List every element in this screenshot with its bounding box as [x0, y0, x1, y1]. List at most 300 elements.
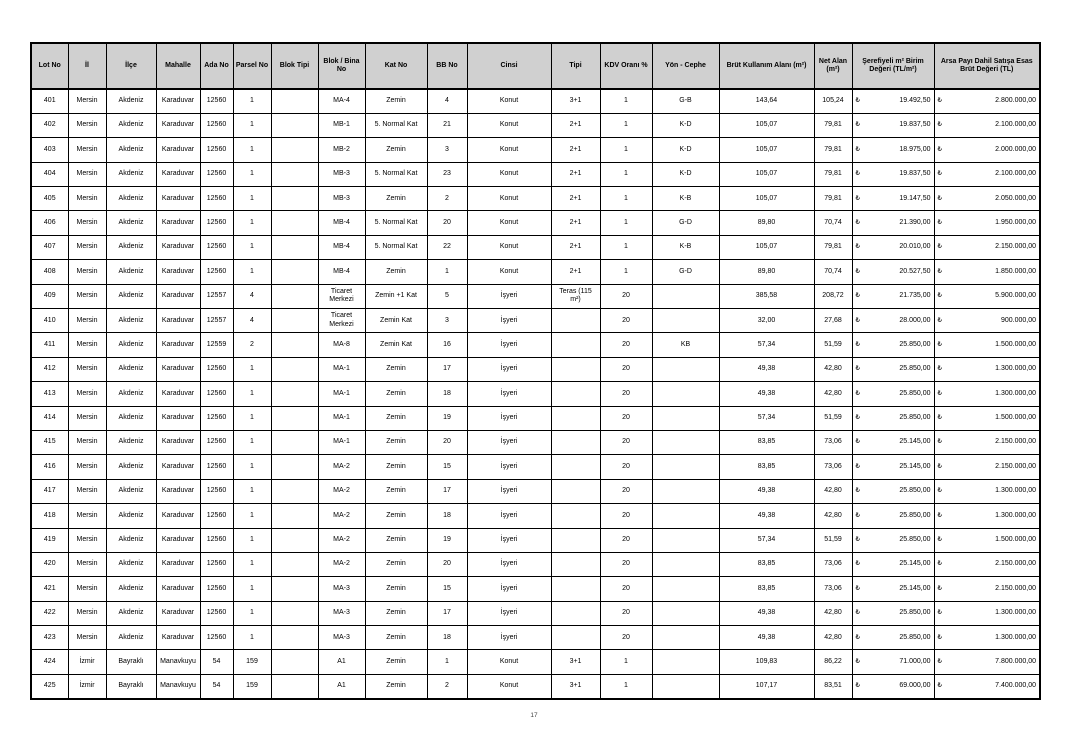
currency-symbol: ₺ — [855, 97, 860, 105]
currency-value: 1.300.000,00 — [995, 365, 1036, 373]
table-cell: Zemin — [365, 674, 427, 698]
table-cell: Mersin — [68, 309, 106, 333]
table-cell: Akdeniz — [106, 187, 156, 211]
table-cell: 208,72 — [814, 284, 852, 308]
table-cell: 79,81 — [814, 162, 852, 186]
table-cell: 49,38 — [719, 626, 814, 650]
currency-value: 1.300.000,00 — [995, 511, 1036, 519]
table-cell: MB-4 — [318, 235, 365, 259]
currency-value: 2.150.000,00 — [995, 584, 1036, 592]
table-cell: Teras (115 m²) — [551, 284, 600, 308]
table-cell: 19 — [427, 406, 467, 430]
table-cell — [934, 284, 1040, 308]
currency-symbol: ₺ — [937, 657, 942, 665]
currency-value: 19.492,50 — [899, 97, 931, 105]
table-cell: Zemin — [365, 406, 427, 430]
table-cell: Akdeniz — [106, 357, 156, 381]
currency-symbol: ₺ — [855, 389, 860, 397]
table-cell: G-D — [652, 211, 719, 235]
currency-cell — [938, 292, 1037, 300]
table-cell: Konut — [467, 113, 551, 137]
table-cell: İzmir — [68, 674, 106, 698]
currency-value: 20.527,50 — [899, 267, 931, 275]
table-cell: MA-1 — [318, 406, 365, 430]
table-cell: Zemin — [365, 528, 427, 552]
table-row — [31, 113, 1040, 137]
table-cell — [934, 455, 1040, 479]
table-cell — [852, 284, 934, 308]
table-cell: 1 — [233, 138, 271, 162]
currency-symbol: ₺ — [937, 340, 942, 348]
column-header: KDV Oranı % — [600, 43, 652, 89]
table-cell: 410 — [31, 309, 68, 333]
table-cell: 5. Normal Kat — [365, 235, 427, 259]
table-cell: 19 — [427, 528, 467, 552]
table-cell — [934, 601, 1040, 625]
table-cell: 407 — [31, 235, 68, 259]
table-cell: Konut — [467, 260, 551, 284]
table-cell: Akdeniz — [106, 577, 156, 601]
table-cell: 1 — [600, 138, 652, 162]
table-row — [31, 626, 1040, 650]
table-cell: 5. Normal Kat — [365, 211, 427, 235]
table-cell: Zemin — [365, 430, 427, 454]
table-cell — [934, 650, 1040, 674]
table-cell — [551, 552, 600, 576]
currency-cell — [938, 170, 1037, 178]
table-cell — [271, 601, 318, 625]
currency-symbol: ₺ — [855, 414, 860, 422]
table-cell: 57,34 — [719, 528, 814, 552]
table-cell: MB-3 — [318, 162, 365, 186]
table-cell: 416 — [31, 455, 68, 479]
table-cell — [852, 674, 934, 698]
currency-cell — [856, 512, 931, 520]
page-number: 17 — [530, 712, 538, 719]
table-cell: 1 — [600, 89, 652, 113]
table-cell — [934, 357, 1040, 381]
table-cell: G-D — [652, 260, 719, 284]
table-row — [31, 552, 1040, 576]
table-cell: 413 — [31, 382, 68, 406]
table-cell: 3 — [427, 309, 467, 333]
table-cell: 105,07 — [719, 187, 814, 211]
currency-value: 20.010,00 — [899, 243, 931, 251]
table-cell: 412 — [31, 357, 68, 381]
table-cell: 1 — [233, 577, 271, 601]
table-row — [31, 211, 1040, 235]
table-cell: 4 — [233, 284, 271, 308]
table-cell: MA-1 — [318, 357, 365, 381]
currency-value: 2.150.000,00 — [995, 462, 1036, 470]
table-cell: Akdeniz — [106, 138, 156, 162]
table-cell: 12560 — [200, 113, 233, 137]
table-cell: 12560 — [200, 357, 233, 381]
currency-symbol: ₺ — [937, 536, 942, 544]
currency-cell — [938, 317, 1037, 325]
table-cell: 105,07 — [719, 138, 814, 162]
table-cell: İşyeri — [467, 309, 551, 333]
table-cell — [852, 552, 934, 576]
table-cell: 12557 — [200, 309, 233, 333]
table-cell: Mersin — [68, 455, 106, 479]
currency-cell — [938, 414, 1037, 422]
table-cell — [852, 430, 934, 454]
table-cell: 1 — [233, 211, 271, 235]
currency-value: 2.150.000,00 — [995, 560, 1036, 568]
table-cell: 1 — [600, 187, 652, 211]
currency-cell — [856, 121, 931, 129]
currency-symbol: ₺ — [855, 487, 860, 495]
table-cell: 385,58 — [719, 284, 814, 308]
table-cell — [852, 162, 934, 186]
table-cell: 49,38 — [719, 357, 814, 381]
table-cell: Zemin — [365, 577, 427, 601]
table-cell: Akdeniz — [106, 479, 156, 503]
table-cell: 22 — [427, 235, 467, 259]
table-cell: 20 — [600, 601, 652, 625]
table-cell: Konut — [467, 235, 551, 259]
table-cell: Mersin — [68, 528, 106, 552]
table-cell — [271, 552, 318, 576]
table-cell: 54 — [200, 674, 233, 698]
table-cell: MA-3 — [318, 601, 365, 625]
table-cell: Zemin +1 Kat — [365, 284, 427, 308]
currency-symbol: ₺ — [855, 243, 860, 251]
currency-symbol: ₺ — [855, 121, 860, 129]
table-cell: Mersin — [68, 552, 106, 576]
table-cell: 1 — [233, 552, 271, 576]
table-row — [31, 162, 1040, 186]
table-cell: Karaduvar — [156, 552, 200, 576]
column-header: Şerefiyeli m² Birim Değeri (TL/m²) — [852, 43, 934, 89]
table-cell: 27,68 — [814, 309, 852, 333]
table-cell: Konut — [467, 138, 551, 162]
currency-value: 7.800.000,00 — [995, 657, 1036, 665]
table-cell: 79,81 — [814, 235, 852, 259]
table-cell: 23 — [427, 162, 467, 186]
table-cell: İşyeri — [467, 528, 551, 552]
table-cell — [852, 113, 934, 137]
table-cell: Zemin Kat — [365, 333, 427, 357]
table-row — [31, 187, 1040, 211]
table-cell — [934, 552, 1040, 576]
table-cell — [852, 333, 934, 357]
table-cell: 1 — [427, 650, 467, 674]
currency-symbol: ₺ — [937, 145, 942, 153]
table-row — [31, 430, 1040, 454]
column-header: İl — [68, 43, 106, 89]
table-cell: 73,06 — [814, 455, 852, 479]
table-cell: 417 — [31, 479, 68, 503]
table-cell: 411 — [31, 333, 68, 357]
column-header: Cinsi — [467, 43, 551, 89]
table-cell: 16 — [427, 333, 467, 357]
table-cell — [934, 406, 1040, 430]
table-cell: Karaduvar — [156, 187, 200, 211]
table-cell — [652, 382, 719, 406]
table-cell — [271, 89, 318, 113]
table-cell: Akdeniz — [106, 455, 156, 479]
table-cell — [551, 601, 600, 625]
table-cell: 2+1 — [551, 113, 600, 137]
currency-value: 25.850,00 — [899, 414, 931, 422]
table-cell: 401 — [31, 89, 68, 113]
table-cell: Zemin — [365, 382, 427, 406]
table-cell: 12560 — [200, 430, 233, 454]
table-cell: 54 — [200, 650, 233, 674]
table-cell: MA-1 — [318, 382, 365, 406]
table-cell: K-D — [652, 162, 719, 186]
table-cell — [852, 211, 934, 235]
table-cell: Zemin — [365, 626, 427, 650]
table-cell: Zemin — [365, 504, 427, 528]
currency-value: 18.975,00 — [899, 145, 931, 153]
table-cell: İşyeri — [467, 333, 551, 357]
table-cell — [271, 187, 318, 211]
currency-value: 25.145,00 — [899, 560, 931, 568]
table-cell — [551, 357, 600, 381]
table-cell: 402 — [31, 113, 68, 137]
table-cell — [271, 626, 318, 650]
table-cell: 105,07 — [719, 235, 814, 259]
table-cell — [852, 138, 934, 162]
table-cell: 4 — [427, 89, 467, 113]
table-cell: Karaduvar — [156, 357, 200, 381]
currency-value: 1.950.000,00 — [995, 218, 1036, 226]
table-row — [31, 528, 1040, 552]
table-row — [31, 357, 1040, 381]
table-cell: 83,85 — [719, 430, 814, 454]
currency-symbol: ₺ — [855, 657, 860, 665]
table-cell: 83,85 — [719, 455, 814, 479]
table-cell: 20 — [600, 333, 652, 357]
table-cell: K-B — [652, 235, 719, 259]
currency-symbol: ₺ — [855, 365, 860, 373]
table-cell: Konut — [467, 674, 551, 698]
table-cell — [271, 235, 318, 259]
table-row — [31, 309, 1040, 333]
currency-value: 2.150.000,00 — [995, 438, 1036, 446]
table-cell: Karaduvar — [156, 113, 200, 137]
currency-value: 900.000,00 — [1000, 316, 1036, 324]
currency-cell — [856, 682, 931, 690]
currency-value: 25.850,00 — [899, 536, 931, 544]
table-cell: İşyeri — [467, 284, 551, 308]
table-cell: 20 — [600, 357, 652, 381]
table-cell: 20 — [600, 626, 652, 650]
table-cell: 70,74 — [814, 260, 852, 284]
table-cell: 42,80 — [814, 479, 852, 503]
table-cell — [852, 260, 934, 284]
table-cell: 424 — [31, 650, 68, 674]
currency-cell — [938, 609, 1037, 617]
table-cell: 3+1 — [551, 674, 600, 698]
currency-cell — [938, 536, 1037, 544]
table-cell: K-D — [652, 138, 719, 162]
table-cell: MA-4 — [318, 89, 365, 113]
currency-cell — [856, 560, 931, 568]
currency-symbol: ₺ — [937, 243, 942, 251]
table-cell: Akdeniz — [106, 382, 156, 406]
table-cell: Zemin — [365, 357, 427, 381]
table-cell: 51,59 — [814, 528, 852, 552]
table-cell — [852, 577, 934, 601]
table-cell: Mersin — [68, 382, 106, 406]
table-cell: 1 — [233, 357, 271, 381]
table-cell: İşyeri — [467, 626, 551, 650]
table-cell — [934, 504, 1040, 528]
table-cell: 42,80 — [814, 601, 852, 625]
currency-symbol: ₺ — [937, 365, 942, 373]
currency-cell — [856, 97, 931, 105]
table-cell: Akdeniz — [106, 626, 156, 650]
currency-cell — [856, 146, 931, 154]
table-cell: Akdeniz — [106, 333, 156, 357]
table-cell — [652, 674, 719, 698]
table-cell: Karaduvar — [156, 577, 200, 601]
table-cell: Konut — [467, 187, 551, 211]
table-cell: Akdeniz — [106, 235, 156, 259]
currency-value: 25.850,00 — [899, 340, 931, 348]
currency-cell — [856, 292, 931, 300]
currency-symbol: ₺ — [937, 560, 942, 568]
table-cell — [852, 601, 934, 625]
table-cell: 73,06 — [814, 577, 852, 601]
column-header: Yön - Cephe — [652, 43, 719, 89]
table-cell: 89,80 — [719, 260, 814, 284]
table-cell: 1 — [233, 601, 271, 625]
table-cell — [852, 187, 934, 211]
table-cell: Karaduvar — [156, 333, 200, 357]
table-cell: 42,80 — [814, 504, 852, 528]
currency-cell — [938, 195, 1037, 203]
currency-cell — [856, 195, 931, 203]
table-cell: 83,85 — [719, 577, 814, 601]
currency-value: 25.850,00 — [899, 365, 931, 373]
currency-symbol: ₺ — [855, 536, 860, 544]
table-cell: İşyeri — [467, 504, 551, 528]
table-row — [31, 601, 1040, 625]
table-cell — [934, 333, 1040, 357]
table-cell — [934, 528, 1040, 552]
currency-cell — [856, 341, 931, 349]
table-cell: 73,06 — [814, 552, 852, 576]
table-cell: Bayraklı — [106, 674, 156, 698]
table-cell — [652, 430, 719, 454]
currency-symbol: ₺ — [855, 438, 860, 446]
table-row — [31, 650, 1040, 674]
table-cell: Karaduvar — [156, 382, 200, 406]
table-cell: 18 — [427, 626, 467, 650]
table-cell: 20 — [600, 552, 652, 576]
currency-symbol: ₺ — [937, 633, 942, 641]
column-header: Parsel No — [233, 43, 271, 89]
table-row — [31, 89, 1040, 113]
table-cell: 20 — [427, 211, 467, 235]
table-cell: 12560 — [200, 406, 233, 430]
table-cell: 20 — [600, 528, 652, 552]
table-cell: MB-1 — [318, 113, 365, 137]
table-cell: A1 — [318, 650, 365, 674]
currency-cell — [856, 658, 931, 666]
currency-value: 1.300.000,00 — [995, 389, 1036, 397]
table-cell: İşyeri — [467, 430, 551, 454]
table-cell: 1 — [600, 113, 652, 137]
table-cell: Akdeniz — [106, 309, 156, 333]
table-cell: Konut — [467, 650, 551, 674]
table-cell: 159 — [233, 650, 271, 674]
table-cell: Karaduvar — [156, 430, 200, 454]
table-cell: 1 — [233, 626, 271, 650]
table-cell: İşyeri — [467, 382, 551, 406]
table-cell: 12560 — [200, 89, 233, 113]
table-cell — [271, 430, 318, 454]
currency-cell — [856, 438, 931, 446]
currency-value: 1.300.000,00 — [995, 487, 1036, 495]
table-cell: Mersin — [68, 504, 106, 528]
currency-symbol: ₺ — [937, 97, 942, 105]
table-cell: 1 — [600, 162, 652, 186]
currency-value: 2.100.000,00 — [995, 121, 1036, 129]
table-cell — [551, 333, 600, 357]
table-cell — [271, 479, 318, 503]
table-cell: Mersin — [68, 601, 106, 625]
currency-symbol: ₺ — [937, 414, 942, 422]
table-cell: 12560 — [200, 528, 233, 552]
table-cell: 1 — [600, 235, 652, 259]
table-cell — [271, 577, 318, 601]
table-cell — [934, 626, 1040, 650]
table-row — [31, 284, 1040, 308]
table-cell: MA-2 — [318, 504, 365, 528]
table-cell: Zemin — [365, 601, 427, 625]
currency-symbol: ₺ — [855, 170, 860, 178]
currency-value: 1.500.000,00 — [995, 414, 1036, 422]
table-cell — [934, 138, 1040, 162]
table-row — [31, 382, 1040, 406]
table-cell: Mersin — [68, 577, 106, 601]
currency-symbol: ₺ — [937, 584, 942, 592]
table-cell: İşyeri — [467, 552, 551, 576]
table-cell: MB-4 — [318, 260, 365, 284]
table-cell — [652, 357, 719, 381]
table-cell: 159 — [233, 674, 271, 698]
table-cell: Karaduvar — [156, 528, 200, 552]
currency-symbol: ₺ — [855, 194, 860, 202]
table-cell — [551, 406, 600, 430]
currency-symbol: ₺ — [855, 267, 860, 275]
currency-cell — [856, 634, 931, 642]
currency-value: 21.390,00 — [899, 218, 931, 226]
table-cell — [652, 504, 719, 528]
table-cell: İşyeri — [467, 357, 551, 381]
table-cell: 42,80 — [814, 626, 852, 650]
table-cell: İşyeri — [467, 577, 551, 601]
currency-symbol: ₺ — [937, 267, 942, 275]
currency-cell — [856, 268, 931, 276]
table-cell — [652, 284, 719, 308]
currency-symbol: ₺ — [937, 389, 942, 397]
table-cell — [934, 577, 1040, 601]
table-cell: 15 — [427, 455, 467, 479]
currency-cell — [856, 487, 931, 495]
table-cell — [271, 382, 318, 406]
table-cell: MB-3 — [318, 187, 365, 211]
table-cell: 12560 — [200, 577, 233, 601]
currency-cell — [856, 317, 931, 325]
table-cell — [551, 455, 600, 479]
